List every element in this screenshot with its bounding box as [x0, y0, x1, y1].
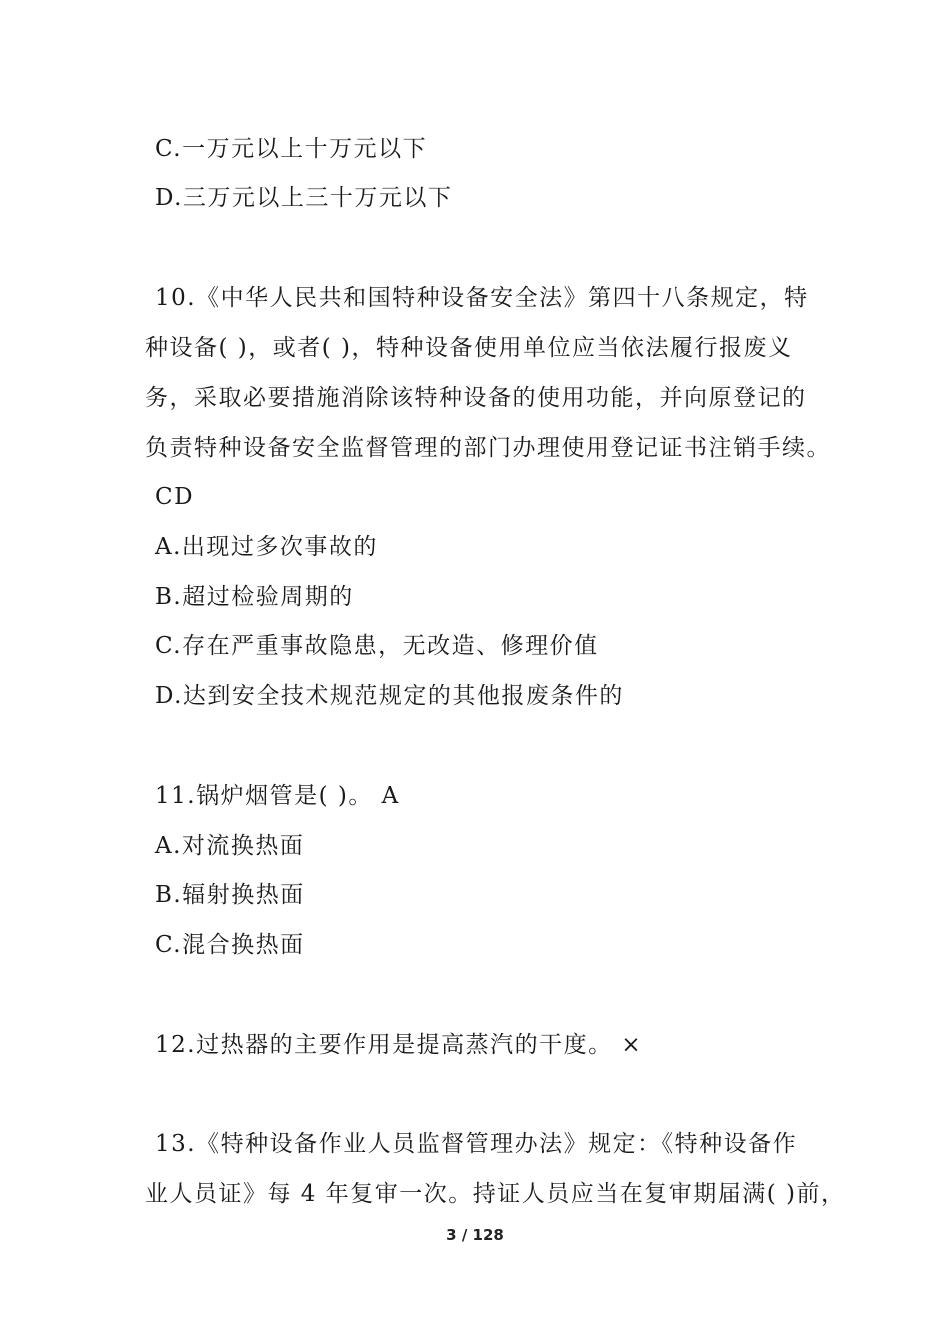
q10-text-line-3: 务，采取必要措施消除该特种设备的使用功能，并向原登记的 — [145, 385, 807, 411]
q10-option-a: A.出现过多次事故的 — [155, 534, 378, 560]
q13-text-line-1: 13.《特种设备作业人员监督管理办法》规定：《特种设备作 — [155, 1131, 798, 1157]
q10-text-line-1: 10.《中华人民共和国特种设备安全法》第四十八条规定，特 — [155, 285, 809, 311]
q10-option-c: C.存在严重事故隐患，无改造、修理价值 — [155, 633, 599, 659]
q11-question: 11.锅炉烟管是( )。 A — [155, 783, 400, 809]
q10-option-d: D.达到安全技术规范规定的其他报废条件的 — [155, 683, 624, 709]
q12-question: 12.过热器的主要作用是提高蒸汽的干度。 × — [155, 1032, 643, 1058]
page-number: 3 / 128 — [446, 1226, 504, 1244]
q9-option-d: D.三万元以上三十万元以下 — [155, 185, 453, 211]
q9-option-c: C.一万元以上十万元以下 — [155, 136, 428, 162]
q10-text-line-2: 种设备( )，或者( )，特种设备使用单位应当依法履行报废义 — [145, 335, 793, 361]
q10-answer: CD — [155, 484, 195, 510]
q11-option-b: B.辐射换热面 — [155, 882, 305, 908]
q13-text-line-2: 业人员证》每 4 年复审一次。持证人员应当在复审期届满( )前， — [145, 1181, 846, 1207]
q11-option-a: A.对流换热面 — [155, 833, 305, 859]
q11-option-c: C.混合换热面 — [155, 932, 305, 958]
q10-text-line-4: 负责特种设备安全监督管理的部门办理使用登记证书注销手续。 — [145, 435, 831, 461]
q10-option-b: B.超过检验周期的 — [155, 584, 354, 610]
